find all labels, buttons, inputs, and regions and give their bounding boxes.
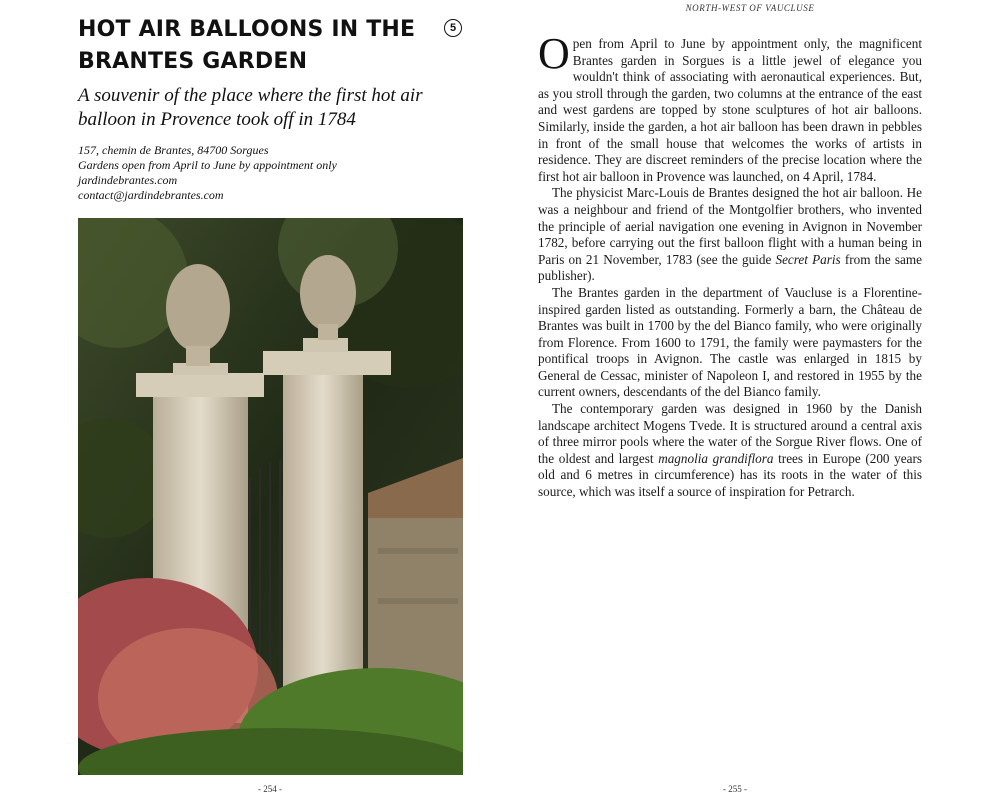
email: contact@jardindebrantes.com	[78, 188, 224, 202]
page-number: - 255 -	[723, 784, 747, 794]
right-page	[500, 0, 1000, 800]
garden-gate-photo	[78, 218, 463, 775]
website: jardindebrantes.com	[78, 173, 178, 187]
address: 157, chemin de Brantes, 84700 Sorgues	[78, 143, 269, 157]
paragraph-3: The Brantes garden in the department of Vaucluse is a Florentine-inspired garden listed as outstanding. Formerly a barn, the Château de Brantes was built in 1700 by the del Bianco family, who were originally from Florence. From 1600 to 1791, the family were paymasters for the pontifical troops in Avignon. The castle was enlarged in 1815 by General de Cessac, minister of Napoleon I, and restored in 1955 by the current owners, descendants of the del Bianco family.	[538, 284, 922, 400]
page-number: - 254 -	[258, 784, 282, 794]
article-body	[538, 29, 922, 501]
page-title: HOT AIR BALLOONS IN THE BRANTES GARDEN	[78, 17, 416, 74]
drop-cap: O	[538, 29, 570, 78]
paragraph-2: The physicist Marc-Louis de Brantes designed the hot air balloon. He was a neighbour and friend of the Montgolfier brothers, who invented the principle of aerial navigation one evening in Avignon in November 1782, before carrying out the first balloon flight with a human being in Paris on 21 November, 1783 (see the guide Secret Paris from the same publisher).	[538, 185, 922, 284]
opening-hours: Gardens open from April to June by appointment only	[78, 158, 337, 172]
subtitle: A souvenir of the place where the first hot air balloon in Provence took off in 1784	[78, 85, 423, 130]
paragraph-1: Open from April to June by appointment only, the magnificent Brantes garden in Sorgues is a little jewel of elegance you wouldn't think of associating with aeronautical experiences. But, as you stroll through the garden, two columns at the entrance of the east and west gardens are topped by stone sculptures of hot air balloons. Similarly, inside the garden, a hot air balloon has been drawn in pebbles in front of the small house that welcomes the works of artists in residence. They are discreet reminders of the precise location where the first hot air balloon in Provence was launched, on 4 April, 1784.	[538, 29, 922, 184]
running-header: NORTH-WEST OF VAUCLUSE	[685, 3, 815, 13]
practical-info	[78, 143, 458, 203]
location-number-badge: 5	[444, 19, 462, 37]
paragraph-4: The contemporary garden was designed in 1960 by the Danish landscape architect Mogens Tvede. It is structured around a central axis of three mirror pools where the water of the Sorgue River flows. One of the oldest and largest magnolia grandiflora trees in Europe (200 years old and 6 metres in circumference) has its roots in the water of this source, which was itself a source of inspiration for Petrarch.	[538, 401, 922, 500]
